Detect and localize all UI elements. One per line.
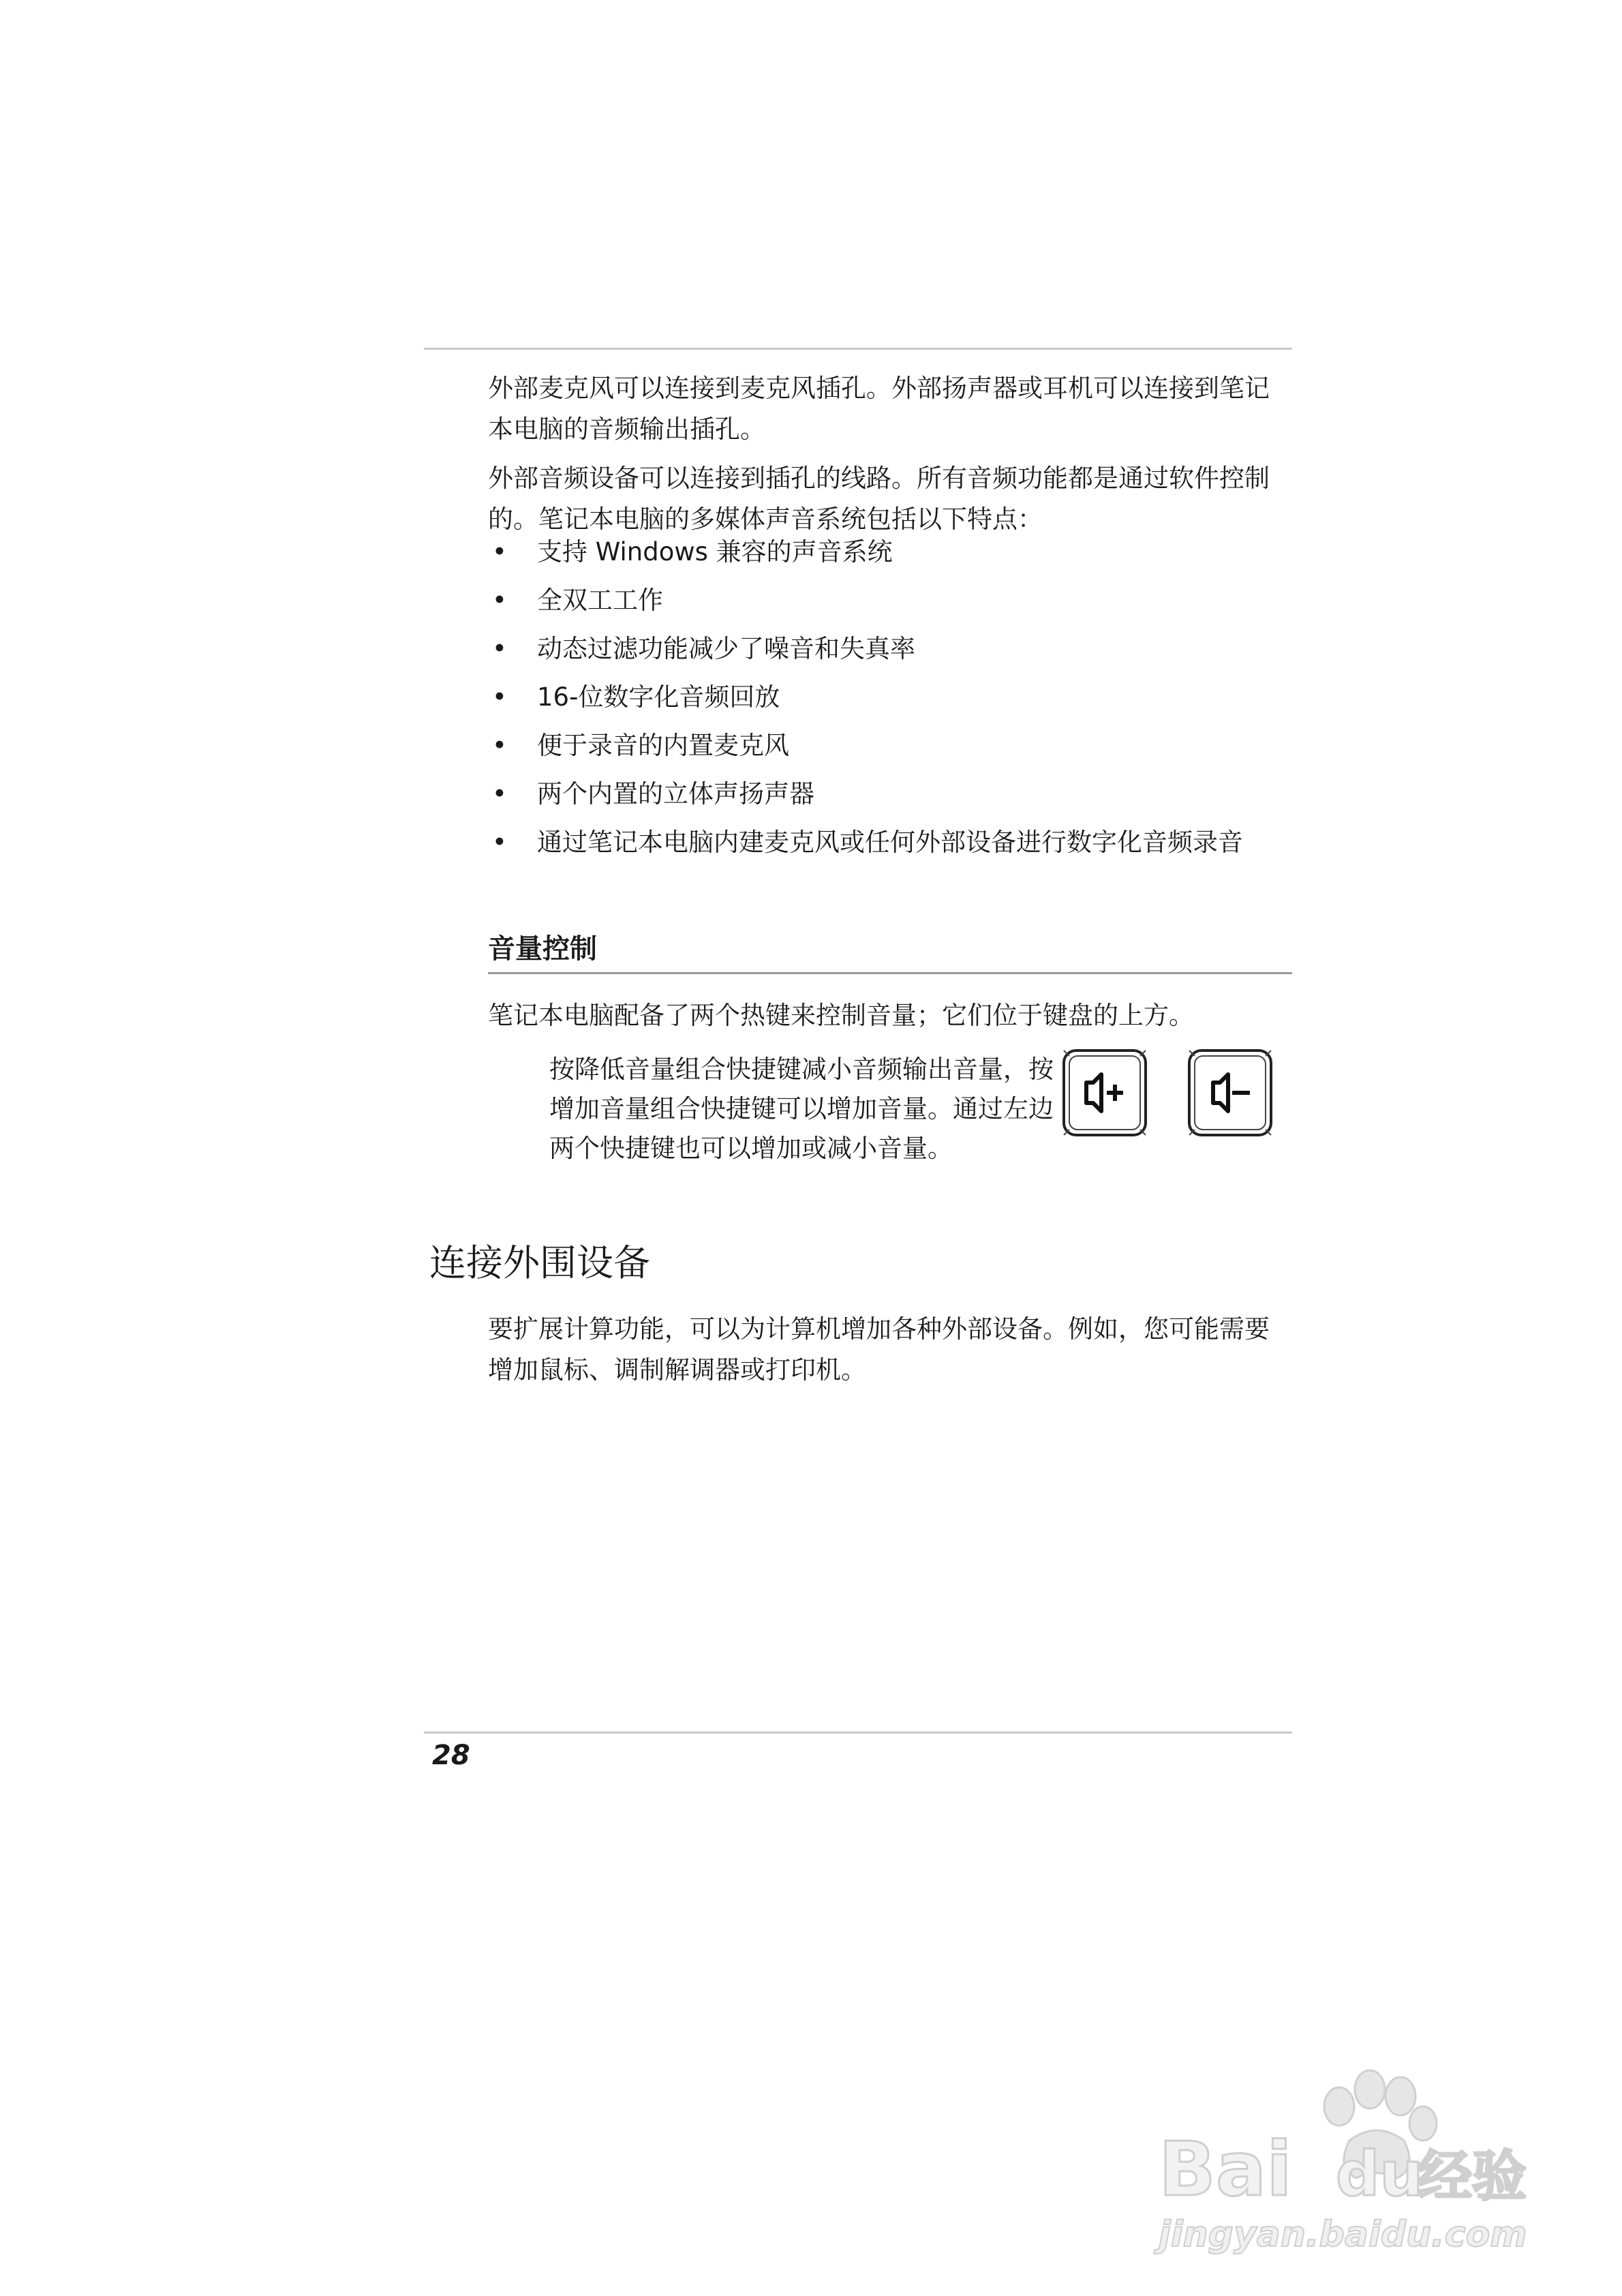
volume-up-key [1062, 1048, 1148, 1137]
svg-text:Bai: Bai [1159, 2126, 1292, 2213]
volume-heading: 音量控制 [488, 933, 597, 965]
feature-text: 便于录音的内置麦克风 [537, 731, 789, 760]
top-rule [424, 348, 1292, 350]
peripherals-heading: 连接外围设备 [429, 1241, 650, 1284]
svg-text:经验: 经验 [1418, 2145, 1527, 2208]
volume-heading-rule [488, 972, 1292, 974]
page-number: 28 [432, 1740, 470, 1771]
volume-intro: 笔记本电脑配备了两个热键来控制音量；它们位于键盘的上方。 [488, 1001, 1194, 1030]
volume-down-icon [1187, 1048, 1273, 1137]
feature-text: 16-位数字化音频回放 [537, 682, 780, 712]
feature-text: 通过笔记本电脑内建麦克风或任何外部设备进行数字化音频录音 [537, 828, 1243, 857]
svg-text:du: du [1336, 2139, 1424, 2210]
watermark-url: jingyan.baidu.com [1159, 2214, 1527, 2255]
peripherals-text: 要扩展计算功能，可以为计算机增加各种外部设备。例如，您可能需要增加鼠标、调制解调器或打印机。 [488, 1314, 1270, 1385]
volume-up-icon [1062, 1048, 1148, 1137]
feature-item [488, 725, 1292, 766]
feature-text: 两个内置的立体声扬声器 [537, 779, 814, 809]
bullet-dot: • [492, 634, 507, 663]
volume-description: 按降低音量组合快捷键减小音频输出音量，按增加音量组合快捷键可以增加音量。通过左边两个快捷键也可以增加或减小音量。 [549, 1055, 1054, 1163]
bullet-dot: • [492, 828, 507, 857]
feature-text: 动态过滤功能减少了噪音和失真率 [537, 634, 915, 663]
paragraph-microphone: 外部麦克风可以连接到麦克风插孔。外部扬声器或耳机可以连接到笔记本电脑的音频输出插孔。 [488, 374, 1270, 444]
feature-item [488, 532, 1292, 573]
footer-rule [424, 1732, 1292, 1734]
paragraph-audio-devices: 外部音频设备可以连接到插孔的线路。所有音频功能都是通过软件控制的。笔记本电脑的多媒体声音系统包括以下特点： [488, 464, 1270, 534]
feature-list [488, 532, 1292, 871]
bullet-dot: • [492, 682, 507, 712]
baidu-watermark [1131, 2059, 1554, 2263]
feature-item [488, 822, 1292, 863]
feature-item [488, 580, 1292, 621]
bullet-dot: • [492, 779, 507, 809]
feature-text: 全双工工作 [537, 586, 663, 615]
bullet-dot: • [492, 586, 507, 615]
bullet-dot: • [492, 537, 507, 567]
volume-down-key [1187, 1048, 1273, 1137]
feature-text: 支持 Windows 兼容的声音系统 [537, 537, 893, 567]
feature-item [488, 677, 1292, 718]
feature-item [488, 629, 1292, 669]
feature-item [488, 774, 1292, 815]
bullet-dot: • [492, 731, 507, 760]
